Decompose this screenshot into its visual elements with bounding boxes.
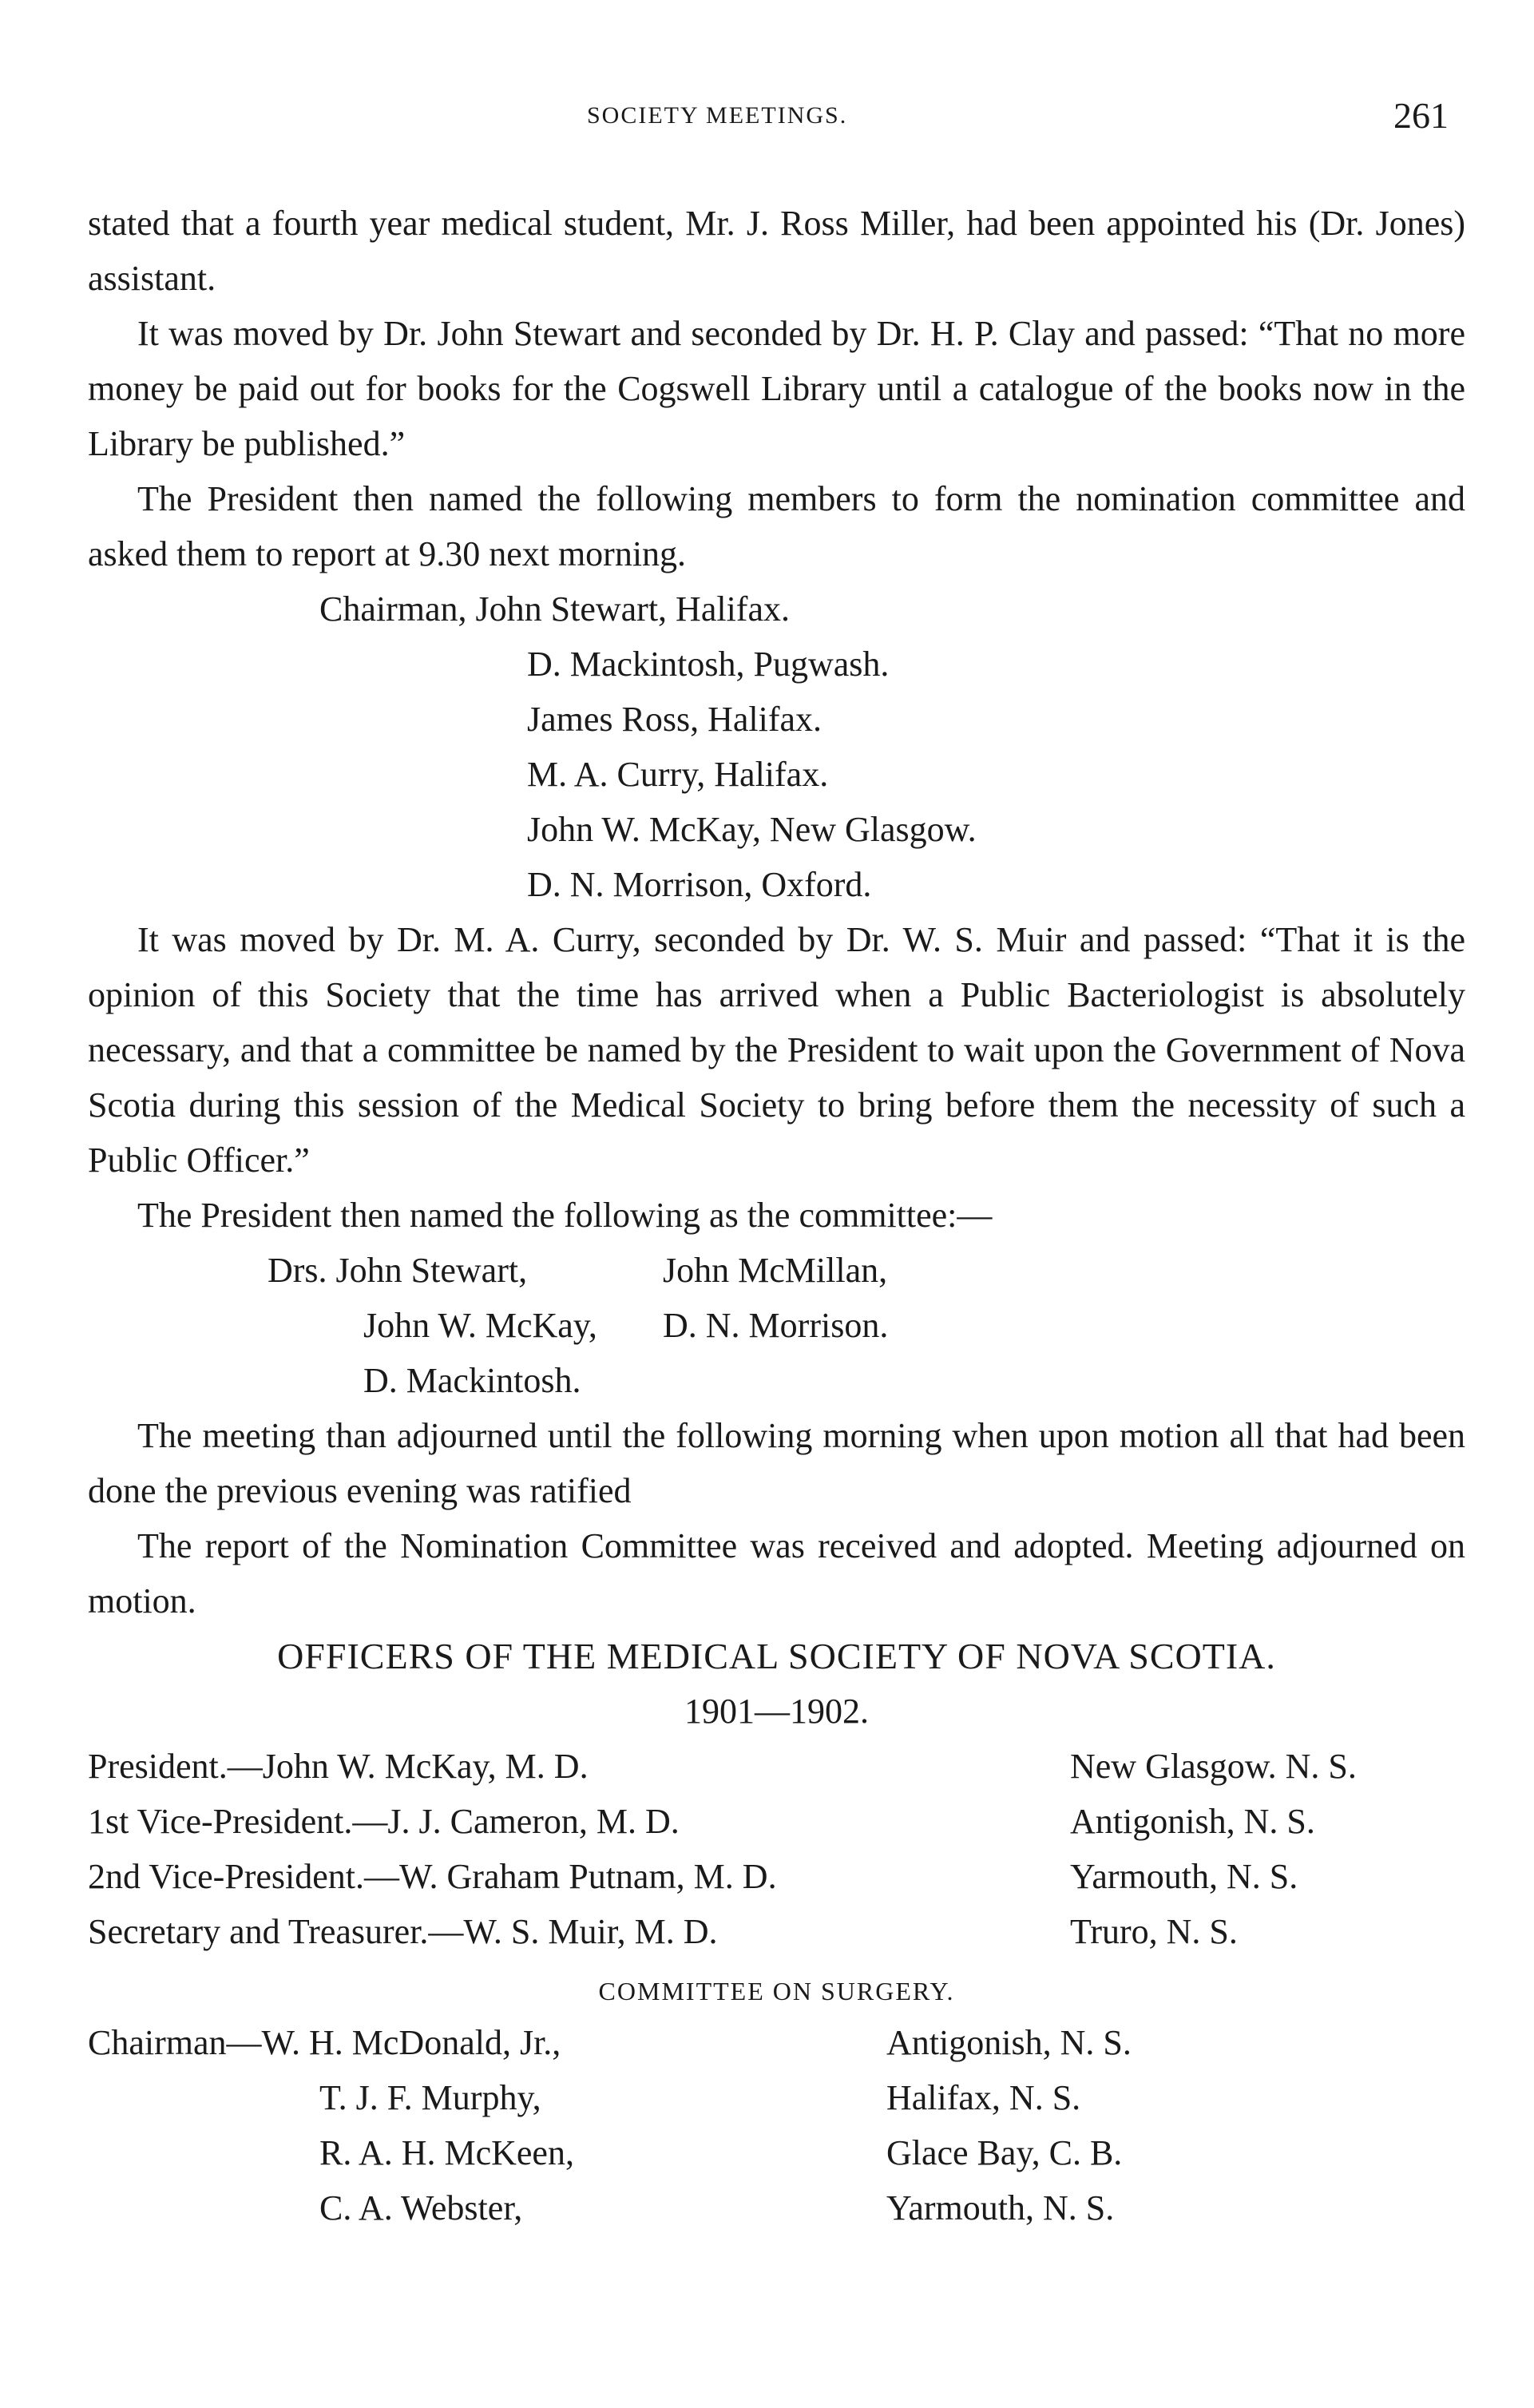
nomination-member: James Ross, Halifax. (527, 700, 822, 739)
officer-role: President.—John W. McKay, M. D. (88, 1747, 589, 1786)
officer-place: Antigonish, N. S. (1070, 1802, 1315, 1841)
page-body (88, 196, 1465, 2235)
surgery-member: C. A. Webster, (319, 2188, 523, 2227)
paragraph-bacteriologist-motion: It was moved by Dr. M. A. Curry, seconded by Dr. W. S. Muir and passed: “That it is the opinion of this Society that the time has arrived when a Public Bacteriologist is absolutely necessary, and that a committee be named by the President to wait upon the Government of Nova Scotia during this session of the Medical Society to bring before them the necessity of such a Public Officer.” (88, 920, 1465, 1180)
nomination-member: M. A. Curry, Halifax. (527, 755, 829, 794)
officers-list (88, 1739, 1465, 1959)
officers-heading: OFFICERS OF THE MEDICAL SOCIETY OF NOVA SCOTIA. (277, 1636, 1276, 1676)
nomination-member: D. N. Morrison, Oxford. (527, 865, 872, 904)
officer-row (88, 1794, 1465, 1849)
surgery-committee-list (88, 2015, 1465, 2235)
paragraph-report-adopted: The report of the Nomination Committee was received and adopted. Meeting adjourned on motion. (88, 1526, 1465, 1621)
surgery-place: Glace Bay, C. B. (886, 2133, 1123, 2172)
surgery-row (88, 2180, 1465, 2235)
surgery-member: R. A. H. McKeen, (319, 2133, 574, 2172)
nomination-member: John W. McKay, New Glasgow. (527, 810, 977, 849)
surgery-place: Yarmouth, N. S. (886, 2188, 1115, 2227)
page-number: 261 (1393, 95, 1449, 136)
surgery-row (88, 2125, 1465, 2180)
surgery-row (88, 2070, 1465, 2125)
paragraph-assistant: stated that a fourth year medical student, Mr. J. Ross Miller, had been appointed his (Dr. Jones) assistant. (88, 204, 1465, 298)
officer-row (88, 1849, 1465, 1904)
officer-place: New Glasgow. N. S. (1070, 1747, 1357, 1786)
nomination-chairman: Chairman, John Stewart, Halifax. (319, 589, 790, 629)
committee-member: John W. McKay, (363, 1306, 597, 1345)
page-header (0, 95, 1534, 150)
officer-place: Truro, N. S. (1070, 1912, 1238, 1951)
officer-row (88, 1904, 1465, 1959)
nomination-member: D. Mackintosh, Pugwash. (527, 645, 890, 684)
officer-role: Secretary and Treasurer.—W. S. Muir, M. D. (88, 1912, 718, 1951)
surgery-place: Antigonish, N. S. (886, 2023, 1132, 2062)
committee-member: Drs. John Stewart, (268, 1251, 528, 1290)
officer-role: 2nd Vice-President.—W. Graham Putnam, M. D. (88, 1857, 777, 1896)
running-head: SOCIETY MEETINGS. (587, 102, 848, 129)
surgery-committee-heading: COMMITTEE ON SURGERY. (598, 1977, 955, 2005)
committee-member: D. Mackintosh. (363, 1361, 581, 1400)
paragraph-committee-named: The President then named the following as the committee:— (137, 1196, 993, 1235)
officers-years: 1901—1902. (684, 1692, 869, 1731)
officer-role: 1st Vice-President.—J. J. Cameron, M. D. (88, 1802, 680, 1841)
paragraph-adjournment: The meeting than adjourned until the following morning when upon motion all that had been done the previous evening was ratified (88, 1416, 1465, 1510)
committee-member: D. N. Morrison. (663, 1306, 889, 1345)
bacteriologist-committee (88, 1243, 1465, 1408)
paragraph-library-motion: It was moved by Dr. John Stewart and seconded by Dr. H. P. Clay and passed: “That no more money be paid out for books for the Cogswell Library until a catalogue of the books now in the Library be published.” (88, 314, 1465, 463)
surgery-place: Halifax, N. S. (886, 2078, 1081, 2117)
nomination-committee-list (88, 581, 1465, 912)
surgery-member: Chairman—W. H. McDonald, Jr., (88, 2023, 561, 2062)
surgery-row (88, 2015, 1465, 2070)
officer-row (88, 1739, 1465, 1794)
committee-member: John McMillan, (663, 1251, 888, 1290)
surgery-member: T. J. F. Murphy, (319, 2078, 541, 2117)
officer-place: Yarmouth, N. S. (1070, 1857, 1298, 1896)
paragraph-nomination: The President then named the following members to form the nomination committee and asked them to report at 9.30 next morning. (88, 479, 1465, 573)
